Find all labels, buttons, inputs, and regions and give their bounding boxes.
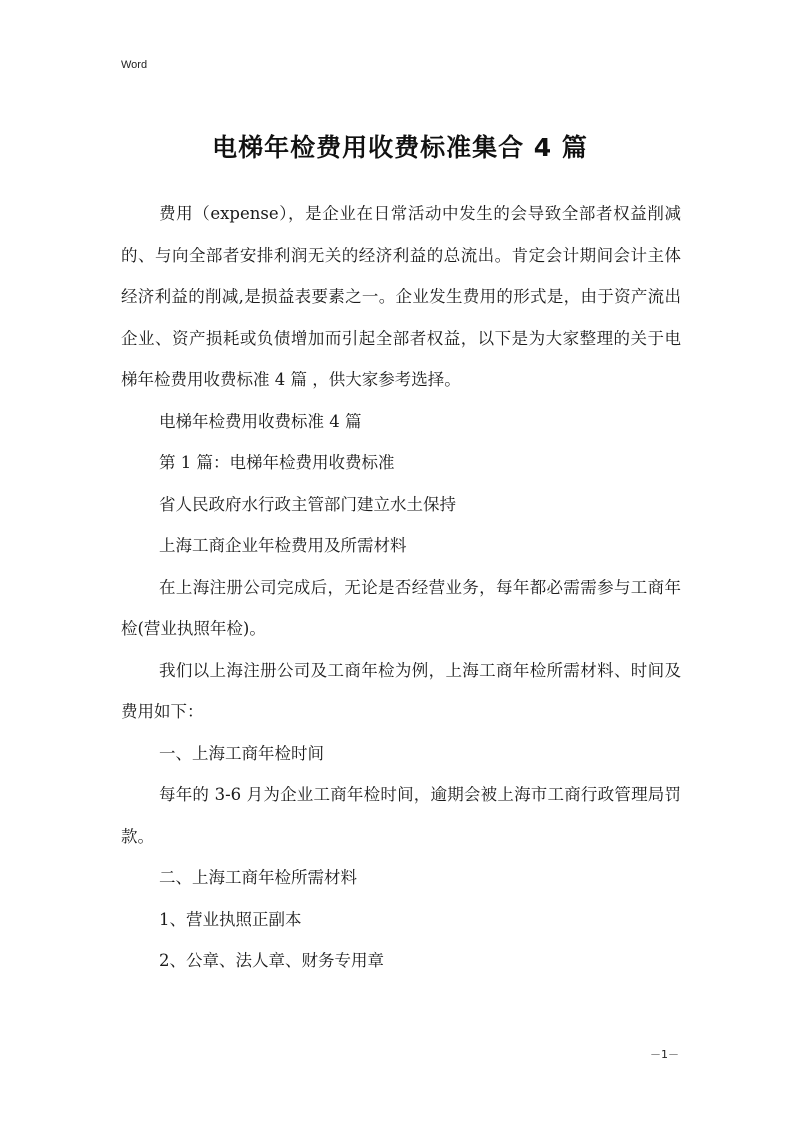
body-paragraph: 我们以上海注册公司及工商年检为例，上海工商年检所需材料、时间及费用如下： <box>121 660 681 721</box>
document-title: 电梯年检费用收费标准集合 4 篇 <box>212 133 588 162</box>
header-label: Word <box>121 59 148 71</box>
intro-paragraph: 费用（expense），是企业在日常活动中发生的会导致全部者权益削减的、与向全部者安排利润无关的经济利益的总流出。肯定会计期间会计主体经济利益的削减,是损益表要素之一。企业发生费用的形式是，由于资产流出企业、资产损耗或负债增加而引起全部者权益，以下是为大家整理的关于电梯年检费用收费标准 4 篇 ，供大家参考选择。 <box>121 204 681 389</box>
list-item: 1、营业执照正副本 <box>159 909 302 929</box>
section-heading: 一、上海工商年检时间 <box>159 743 324 763</box>
body-paragraph: 上海工商企业年检费用及所需材料 <box>159 536 407 555</box>
body-paragraph: 电梯年检费用收费标准 4 篇 <box>159 411 362 431</box>
section-heading: 二、上海工商年检所需材料 <box>159 868 357 887</box>
document-body <box>121 193 681 982</box>
list-item: 2、公章、法人章、财务专用章 <box>159 951 384 970</box>
body-paragraph: 第 1 篇：电梯年检费用收费标准 <box>159 453 395 472</box>
body-paragraph: 每年的 3-6 月为企业工商年检时间，逾期会被上海市工商行政管理局罚款。 <box>121 785 681 846</box>
body-paragraph: 省人民政府水行政主管部门建立水土保持 <box>159 494 456 514</box>
page-number: －1－ <box>650 1048 679 1061</box>
body-paragraph: 在上海注册公司完成后，无论是否经营业务，每年都必需需参与工商年检(营业执照年检)。 <box>121 577 681 638</box>
